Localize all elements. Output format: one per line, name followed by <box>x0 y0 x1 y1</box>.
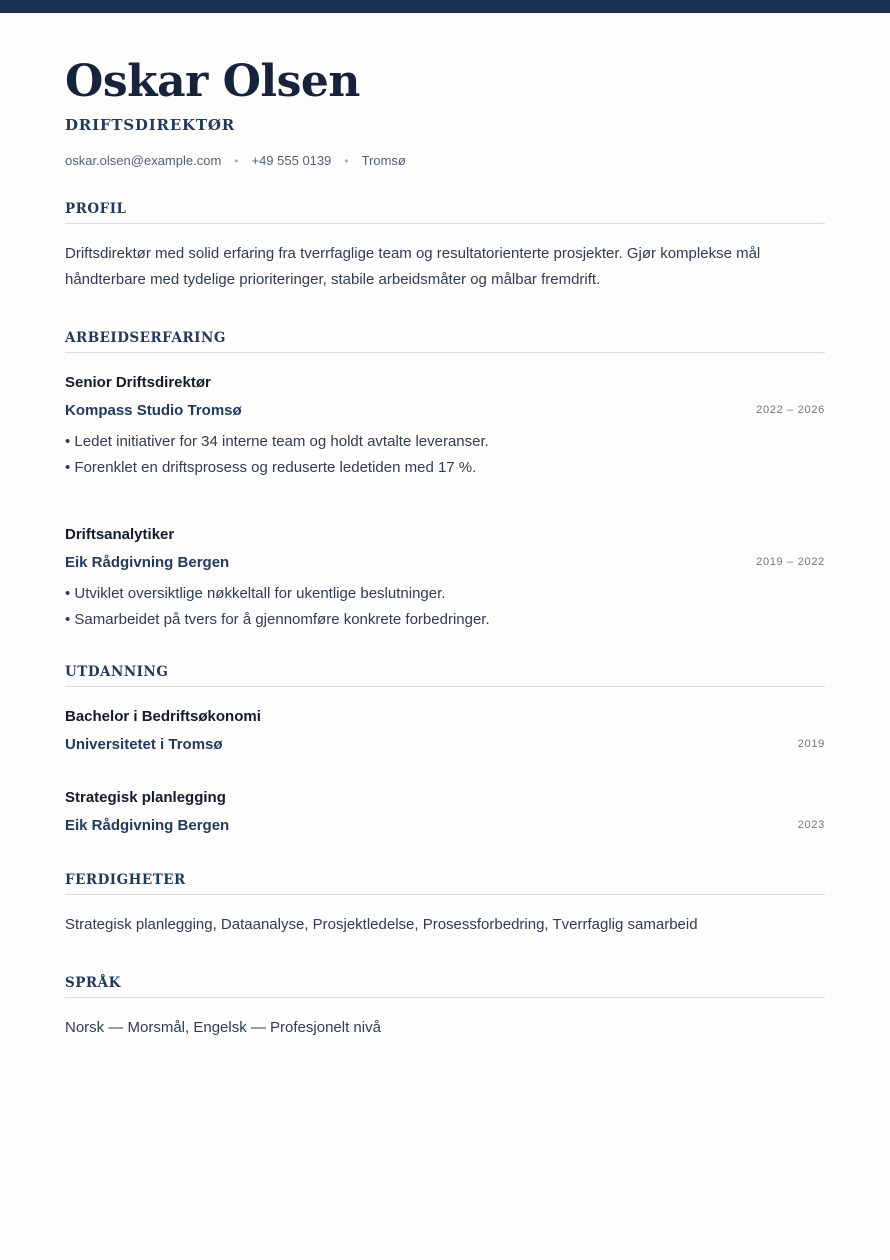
languages-section <box>65 975 825 1041</box>
contact-line <box>65 153 406 168</box>
section-heading: PROFIL <box>65 201 825 224</box>
candidate-name: Oskar Olsen <box>65 56 360 107</box>
section-heading: FERDIGHETER <box>65 872 825 895</box>
contact-location: Tromsø <box>361 153 406 168</box>
role-title: Driftsanalytiker <box>65 526 175 543</box>
school-name: Universitetet i Tromsø <box>65 735 223 753</box>
languages-text: Norsk — Morsmål, Engelsk — Profesjonelt nivå <box>65 1019 381 1036</box>
contact-separator: • <box>234 153 239 168</box>
role-title: Senior Driftsdirektør <box>65 374 211 391</box>
contact-phone[interactable]: +49 555 0139 <box>251 153 332 168</box>
school-name: Eik Rådgivning Bergen <box>65 816 230 834</box>
experience-section <box>65 330 825 633</box>
section-heading: ARBEIDSERFARING <box>65 330 825 353</box>
skills-section <box>65 872 825 938</box>
degree-title: Bachelor i Bedriftsøkonomi <box>65 708 261 725</box>
date-range: 2022 – 2026 <box>756 404 825 416</box>
education-section <box>65 664 825 839</box>
achievement-bullet: • Ledet initiativer for 34 interne team og holdt avtalte leveranser. <box>65 433 489 450</box>
education-year: 2019 <box>797 738 825 750</box>
section-heading: SPRÅK <box>65 975 825 998</box>
top-accent-bar <box>0 0 890 13</box>
achievement-bullet: • Forenklet en driftsprosess og reduserte ledetiden med 17 %. <box>65 459 477 476</box>
profile-section <box>65 201 825 293</box>
profile-text: Driftsdirektør med solid erfaring fra tverrfaglige team og resultatorienterte prosjekter. Gjør komplekse mål håndterbare med tydelige prioriteringer, stabile arbeidsmåter og målbar fremdrift. <box>65 245 761 288</box>
education-item <box>65 785 825 839</box>
date-range: 2019 – 2022 <box>756 556 825 568</box>
contact-separator: • <box>344 153 349 168</box>
experience-item <box>65 522 825 633</box>
job-title: DRIFTSDIREKTØR <box>65 116 235 134</box>
employer: Kompass Studio Tromsø <box>65 401 242 419</box>
experience-item <box>65 370 825 481</box>
achievement-bullet: • Samarbeidet på tvers for å gjennomføre konkrete forbedringer. <box>65 611 490 628</box>
education-year: 2023 <box>797 819 825 831</box>
employer: Eik Rådgivning Bergen <box>65 553 230 571</box>
contact-email[interactable]: oskar.olsen@example.com <box>65 153 222 168</box>
education-item <box>65 704 825 758</box>
skills-text: Strategisk planlegging, Dataanalyse, Prosjektledelse, Prosessforbedring, Tverrfaglig samarbeid <box>65 916 698 933</box>
section-heading: UTDANNING <box>65 664 825 687</box>
degree-title: Strategisk planlegging <box>65 789 226 806</box>
achievement-bullet: • Utviklet oversiktlige nøkkeltall for ukentlige beslutninger. <box>65 585 446 602</box>
